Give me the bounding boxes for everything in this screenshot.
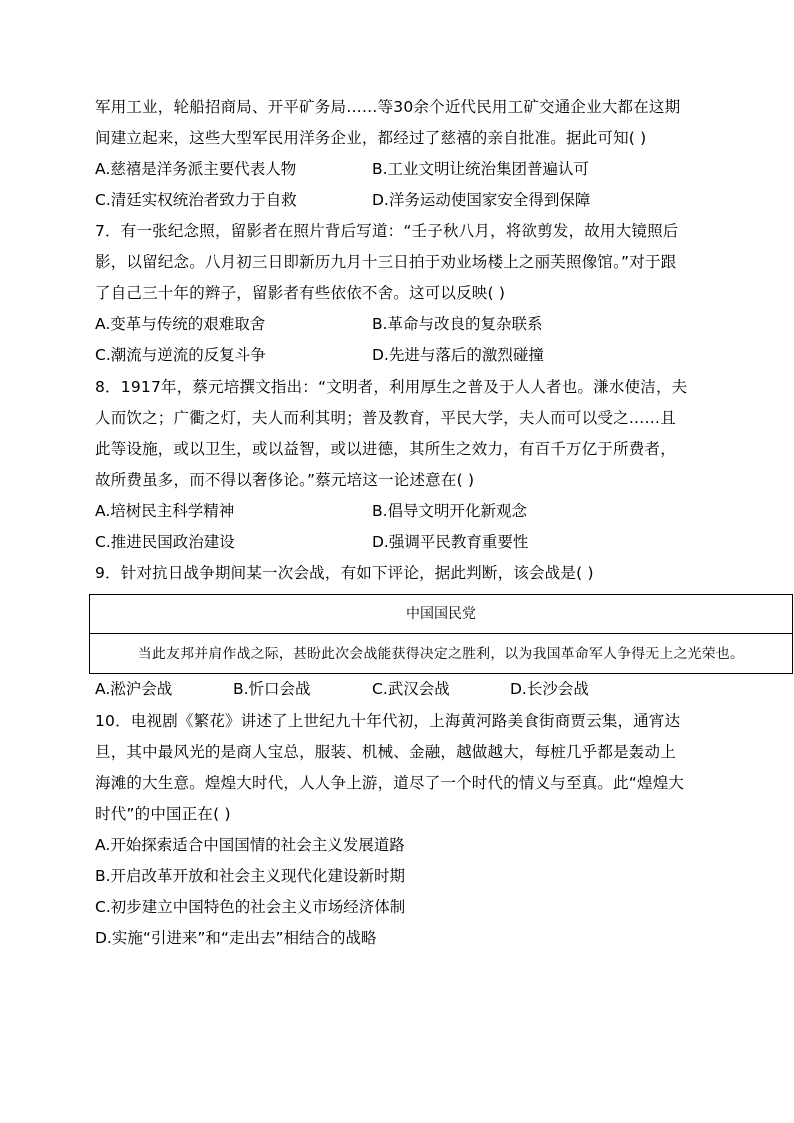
- q10-option-a[interactable]: A.开始探索适合中国国情的社会主义发展道路: [95, 836, 405, 854]
- q7-stem-line-3: 了自己三十年的辫子，留影者有些依依不舍。这可以反映( ): [95, 284, 506, 302]
- q7-stem-line-1: 7．有一张纪念照，留影者在照片背后写道：“壬子秋八月，将欲剪发，故用大镜照后: [95, 222, 679, 240]
- q7-option-a[interactable]: A.变革与传统的艰难取舍: [95, 315, 266, 333]
- q10-option-c[interactable]: C.初步建立中国特色的社会主义市场经济体制: [95, 898, 406, 916]
- q6-option-c[interactable]: C.清廷实权统治者致力于自救: [95, 191, 297, 209]
- q6-stem-line-1: 军用工业，轮船招商局、开平矿务局……等30余个近代民用工矿交通企业大都在这期: [95, 98, 681, 116]
- q10-option-d[interactable]: D.实施“引进来”和“走出去”相结合的战略: [95, 929, 377, 947]
- q7-option-d[interactable]: D.先进与落后的激烈碰撞: [372, 346, 544, 364]
- q8-option-c[interactable]: C.推进民国政治建设: [95, 533, 235, 551]
- q10-stem-line-2: 旦，其中最风光的是商人宝总，服装、机械、金融，越做越大，每桩几乎都是轰动上: [95, 743, 676, 761]
- q8-stem-line-3: 此等设施，或以卫生，或以益智，或以进德，其所生之效力，有百千万亿于所费者，: [95, 440, 676, 458]
- q8-option-b[interactable]: B.倡导文明开化新观念: [372, 502, 528, 520]
- q10-stem-line-3: 海滩的大生意。煌煌大时代，人人争上游，道尽了一个时代的情义与至真。此“煌煌大: [95, 774, 685, 792]
- q9-option-c[interactable]: C.武汉会战: [372, 680, 450, 698]
- q8-option-a[interactable]: A.培树民主科学精神: [95, 502, 235, 520]
- q9-quote-table: [89, 594, 793, 674]
- q9-option-a[interactable]: A.淞沪会战: [95, 680, 173, 698]
- q9-table-quote: 当此友邦并肩作战之际，甚盼此次会战能获得决定之胜利，以为我国革命军人争得无上之光荣也。: [137, 646, 745, 662]
- q7-option-b[interactable]: B.革命与改良的复杂联系: [372, 315, 543, 333]
- q10-stem-line-1: 10．电视剧《繁花》讲述了上世纪九十年代初，上海黄河路美食街商贾云集，通宵达: [95, 712, 681, 730]
- q10-option-b[interactable]: B.开启改革开放和社会主义现代化建设新时期: [95, 867, 406, 885]
- q6-option-a[interactable]: A.慈禧是洋务派主要代表人物: [95, 160, 297, 178]
- q8-stem-line-1: 8．1917年，蔡元培撰文指出：“文明者，利用厚生之普及于人人者也。溓水使洁，夫: [95, 378, 688, 396]
- q10-stem-line-4: 时代”的中国正在( ): [95, 805, 231, 823]
- q8-stem-line-4: 故所费虽多，而不得以奢侈论。”蔡元培这一论述意在( ): [95, 471, 475, 489]
- q6-option-b[interactable]: B.工业文明让统治集团普遍认可: [372, 160, 590, 178]
- q8-stem-line-2: 人而饮之；广衢之灯，夫人而利其明；普及教育，平民大学，夫人而可以受之……且: [95, 409, 676, 427]
- q9-table-header: 中国国民党: [90, 595, 792, 634]
- q7-option-c[interactable]: C.潮流与逆流的反复斗争: [95, 346, 266, 364]
- q6-stem-line-2: 间建立起来，这些大型军民用洋务企业，都经过了慈禧的亲自批准。据此可知( ): [95, 129, 647, 147]
- q7-stem-line-2: 影，以留纪念。八月初三日即新历九月十三日拍于劝业场楼上之丽芙照像馆。”对于跟: [95, 253, 677, 271]
- q8-option-d[interactable]: D.强调平民教育重要性: [372, 533, 529, 551]
- q9-option-b[interactable]: B.忻口会战: [233, 680, 311, 698]
- q9-option-d[interactable]: D.长沙会战: [510, 680, 589, 698]
- q9-stem-line-1: 9．针对抗日战争期间某一次会战，有如下评论，据此判断，该会战是( ): [95, 564, 594, 582]
- q6-option-d[interactable]: D.洋务运动使国家安全得到保障: [372, 191, 591, 209]
